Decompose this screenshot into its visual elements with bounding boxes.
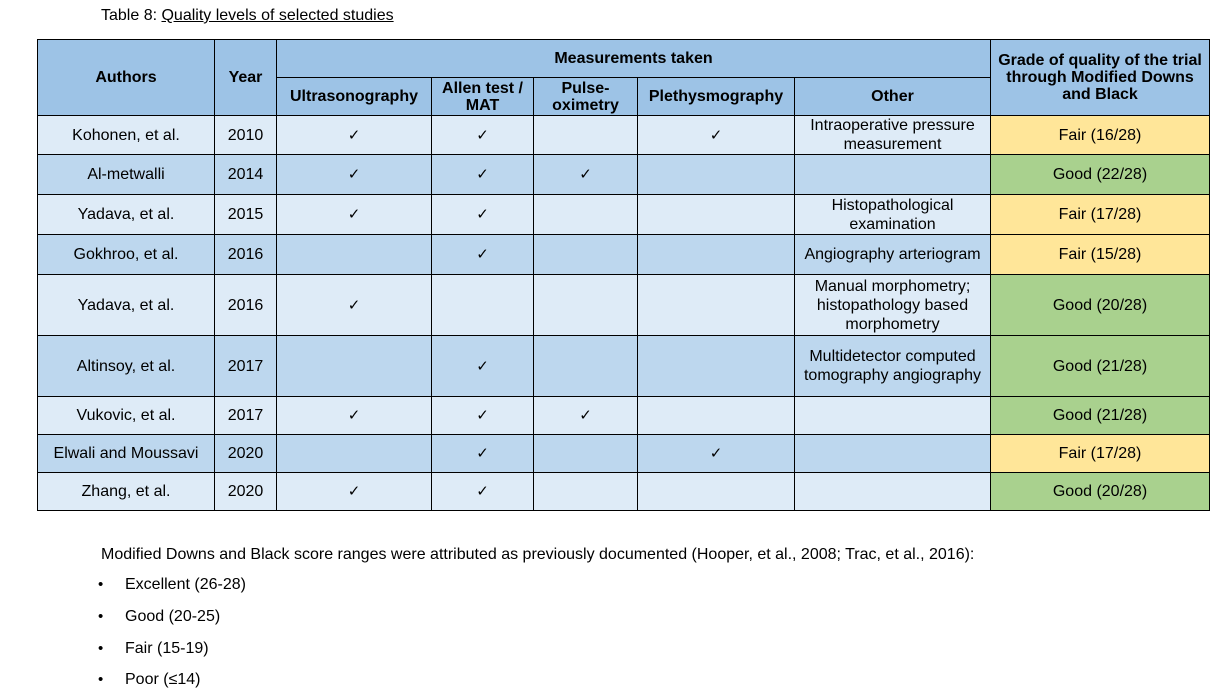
checkmark-icon: ✓ xyxy=(476,444,489,462)
other-cell: Manual morphometry; histopathology based morphometry xyxy=(795,275,991,336)
allen-test-cell xyxy=(432,397,534,435)
checkmark-icon: ✓ xyxy=(579,406,592,424)
grade-cell: Good (20/28) xyxy=(991,275,1210,336)
table-row xyxy=(38,473,1210,511)
header-ultrasonography: Ultrasonography xyxy=(277,78,432,116)
header-authors: Authors xyxy=(38,40,215,116)
year-cell: 2014 xyxy=(215,155,277,195)
caption-title: Quality levels of selected studies xyxy=(161,7,394,24)
score-range-item xyxy=(98,607,221,627)
checkmark-icon: ✓ xyxy=(347,482,361,500)
notes-intro: Modified Downs and Black score ranges were attributed as previously documented (Hooper, et al., 2008; Trac, et al., 2016): xyxy=(101,546,975,563)
checkmark-icon: ✓ xyxy=(476,482,489,500)
year-cell: 2020 xyxy=(215,435,277,473)
plethysmography-cell xyxy=(638,397,795,435)
header-year: Year xyxy=(215,40,277,116)
grade-cell: Fair (17/28) xyxy=(991,195,1210,235)
year-cell: 2010 xyxy=(215,116,277,155)
grade-cell: Fair (15/28) xyxy=(991,235,1210,275)
score-range-label: Fair (15-19) xyxy=(125,640,209,657)
year-cell: 2017 xyxy=(215,397,277,435)
other-cell xyxy=(795,435,991,473)
other-cell: Intraoperative pressure measurement xyxy=(795,116,991,155)
allen-test-cell xyxy=(432,195,534,235)
allen-test-cell xyxy=(432,473,534,511)
pulse-oximetry-cell xyxy=(534,397,638,435)
header-other: Other xyxy=(795,78,991,116)
table-row xyxy=(38,116,1210,155)
bullet-icon: • xyxy=(98,640,104,657)
plethysmography-cell xyxy=(638,195,795,235)
checkmark-icon: ✓ xyxy=(476,356,489,375)
allen-test-cell xyxy=(432,235,534,275)
checkmark-icon: ✓ xyxy=(476,406,489,424)
author-cell: Kohonen, et al. xyxy=(38,116,215,155)
table-row xyxy=(38,155,1210,195)
allen-test-cell xyxy=(432,116,534,155)
checkmark-icon: ✓ xyxy=(476,245,489,263)
grade-cell: Fair (17/28) xyxy=(991,435,1210,473)
grade-cell: Good (20/28) xyxy=(991,473,1210,511)
pulse-oximetry-cell xyxy=(534,116,638,155)
pulse-oximetry-cell xyxy=(534,195,638,235)
quality-table xyxy=(37,39,1210,511)
score-range-item xyxy=(98,670,201,690)
caption-prefix: Table 8: xyxy=(101,7,162,24)
ultrasonography-cell xyxy=(277,195,432,235)
pulse-oximetry-cell xyxy=(534,155,638,195)
score-range-label: Excellent (26-28) xyxy=(125,576,246,593)
allen-test-cell xyxy=(432,155,534,195)
table-caption xyxy=(101,6,394,26)
plethysmography-cell xyxy=(638,435,795,473)
author-cell: Vukovic, et al. xyxy=(38,397,215,435)
pulse-oximetry-cell xyxy=(534,235,638,275)
plethysmography-cell xyxy=(638,235,795,275)
table-row xyxy=(38,275,1210,336)
other-cell: Histopathological examination xyxy=(795,195,991,235)
table-row xyxy=(38,336,1210,397)
score-range-label: Good (20-25) xyxy=(125,608,221,625)
allen-test-cell xyxy=(432,435,534,473)
table-row xyxy=(38,235,1210,275)
table-row xyxy=(38,435,1210,473)
checkmark-icon: ✓ xyxy=(347,205,361,223)
table-row xyxy=(38,195,1210,235)
author-cell: Gokhroo, et al. xyxy=(38,235,215,275)
other-cell xyxy=(795,397,991,435)
ultrasonography-cell xyxy=(277,473,432,511)
ultrasonography-cell xyxy=(277,235,432,275)
year-cell: 2017 xyxy=(215,336,277,397)
other-cell: Multidetector computed tomography angiography xyxy=(795,336,991,397)
other-cell: Angiography arteriogram xyxy=(795,235,991,275)
plethysmography-cell xyxy=(638,155,795,195)
pulse-oximetry-cell xyxy=(534,275,638,336)
score-range-label: Poor (≤14) xyxy=(125,671,201,688)
bullet-icon: • xyxy=(98,671,104,688)
table-body xyxy=(38,116,1210,511)
table-row xyxy=(38,397,1210,435)
author-cell: Yadava, et al. xyxy=(38,275,215,336)
plethysmography-cell xyxy=(638,275,795,336)
score-notes xyxy=(98,545,975,688)
checkmark-icon: ✓ xyxy=(709,444,723,462)
ultrasonography-cell xyxy=(277,275,432,336)
ultrasonography-cell xyxy=(277,397,432,435)
score-range-item xyxy=(98,639,209,659)
plethysmography-cell xyxy=(638,473,795,511)
header-allen-test: Allen test / MAT xyxy=(432,78,534,116)
header-measurements-taken: Measurements taken xyxy=(277,40,991,78)
year-cell: 2016 xyxy=(215,275,277,336)
ultrasonography-cell xyxy=(277,155,432,195)
year-cell: 2020 xyxy=(215,473,277,511)
grade-cell: Good (22/28) xyxy=(991,155,1210,195)
other-cell xyxy=(795,473,991,511)
plethysmography-cell xyxy=(638,116,795,155)
header-grade: Grade of quality of the trial through Modified Downs and Black xyxy=(991,40,1210,116)
grade-cell: Fair (16/28) xyxy=(991,116,1210,155)
ultrasonography-cell xyxy=(277,336,432,397)
ultrasonography-cell xyxy=(277,435,432,473)
author-cell: Yadava, et al. xyxy=(38,195,215,235)
checkmark-icon: ✓ xyxy=(709,125,723,144)
checkmark-icon: ✓ xyxy=(347,125,361,144)
year-cell: 2016 xyxy=(215,235,277,275)
score-range-item xyxy=(98,575,246,595)
header-pulse-oximetry: Pulse-oximetry xyxy=(534,78,638,116)
checkmark-icon: ✓ xyxy=(476,205,489,223)
other-cell xyxy=(795,155,991,195)
grade-cell: Good (21/28) xyxy=(991,397,1210,435)
checkmark-icon: ✓ xyxy=(579,165,592,183)
bullet-icon: • xyxy=(98,608,104,625)
checkmark-icon: ✓ xyxy=(476,165,489,183)
author-cell: Al-metwalli xyxy=(38,155,215,195)
checkmark-icon: ✓ xyxy=(347,295,361,314)
plethysmography-cell xyxy=(638,336,795,397)
checkmark-icon: ✓ xyxy=(347,406,361,424)
year-cell: 2015 xyxy=(215,195,277,235)
pulse-oximetry-cell xyxy=(534,336,638,397)
pulse-oximetry-cell xyxy=(534,473,638,511)
author-cell: Altinsoy, et al. xyxy=(38,336,215,397)
author-cell: Elwali and Moussavi xyxy=(38,435,215,473)
grade-cell: Good (21/28) xyxy=(991,336,1210,397)
ultrasonography-cell xyxy=(277,116,432,155)
author-cell: Zhang, et al. xyxy=(38,473,215,511)
checkmark-icon: ✓ xyxy=(476,125,489,144)
allen-test-cell xyxy=(432,336,534,397)
bullet-icon: • xyxy=(98,576,104,593)
header-plethysmography: Plethysmography xyxy=(638,78,795,116)
pulse-oximetry-cell xyxy=(534,435,638,473)
allen-test-cell xyxy=(432,275,534,336)
checkmark-icon: ✓ xyxy=(347,165,361,183)
